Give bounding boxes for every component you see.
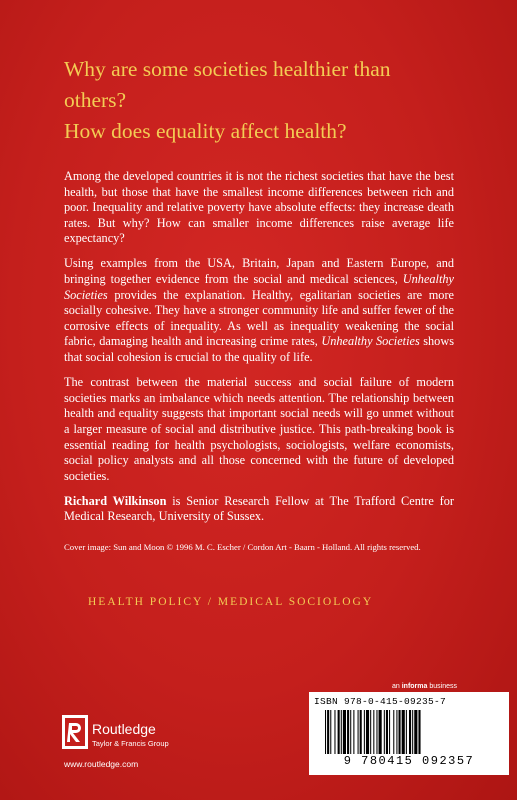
publisher-group: Taylor & Francis Group	[92, 739, 169, 748]
blurb-text: Using examples from the USA, Britain, Japan and Eastern Europe, and bringing together evidence from the social and medical sciences,	[64, 256, 454, 287]
author-name: Richard Wilkinson	[64, 493, 167, 508]
informa-brand: informa	[401, 683, 428, 690]
informa-prefix: an	[392, 683, 402, 690]
informa-tagline	[392, 683, 457, 690]
blurb-paragraph-1: Among the developed countries it is not the richest societies that have the best health, but those that have the smallest income differences between rich and poor. Inequality and relative poverty have absolute effects: they increase death rates. But why? How can smaller income differences raise average life expectancy?	[64, 169, 454, 246]
book-title: Unhealthy Societies	[321, 334, 420, 349]
series-subject-line: HEALTH POLICY / MEDICAL SOCIOLOGY	[88, 596, 374, 608]
author-bio-text: is Senior Research Fellow at The Trafford Centre for Medical Research, University of Sussex.	[64, 493, 454, 524]
author-bio	[64, 494, 454, 525]
blurb-text: provides the explanation. Healthy, egalitarian societies are more socially cohesive. They have a stronger community life and suffer fewer of the corrosive effects of inequality. As well as inequality weakening the social fabric, damaging health and increasing crime rates,	[64, 287, 454, 349]
blurb-paragraph-3: The contrast between the material success and social failure of modern societies marks an imbalance which needs attention. The relationship between health and equality suggests that important social needs will go unmet without a larger measure of social and distributive justice. This path-breaking book is essential reading for health psychologists, sociologists, welfare economists, social policy analysts and all those concerned with the future of developed societies.	[64, 375, 454, 483]
book-title: Unhealthy Societies	[64, 272, 454, 302]
blurb-text: shows that social cohesion is crucial to the quality of life.	[64, 334, 454, 365]
headline-line-1: Why are some societies healthier than	[64, 57, 391, 81]
blurb-paragraph-2	[64, 256, 454, 365]
publisher-name: Routledge	[92, 721, 156, 737]
barcode-icon	[325, 710, 495, 754]
publisher-website: www.routledge.com	[64, 759, 139, 769]
routledge-logo-icon	[62, 715, 88, 749]
blurb	[64, 169, 454, 534]
isbn-label: ISBN 978-0-415-09235-7	[314, 696, 447, 707]
headline-line-3: How does equality affect health?	[64, 119, 347, 143]
barcode-panel	[309, 692, 509, 775]
barcode-number: 9 780415 092357	[343, 754, 475, 768]
cover-image-credit: Cover image: Sun and Moon © 1996 M. C. Escher / Cordon Art - Baarn - Holland. All rights reserved.	[64, 542, 421, 552]
cover-headline	[64, 54, 494, 147]
headline-line-2: others?	[64, 88, 127, 112]
informa-suffix: business	[427, 683, 457, 690]
